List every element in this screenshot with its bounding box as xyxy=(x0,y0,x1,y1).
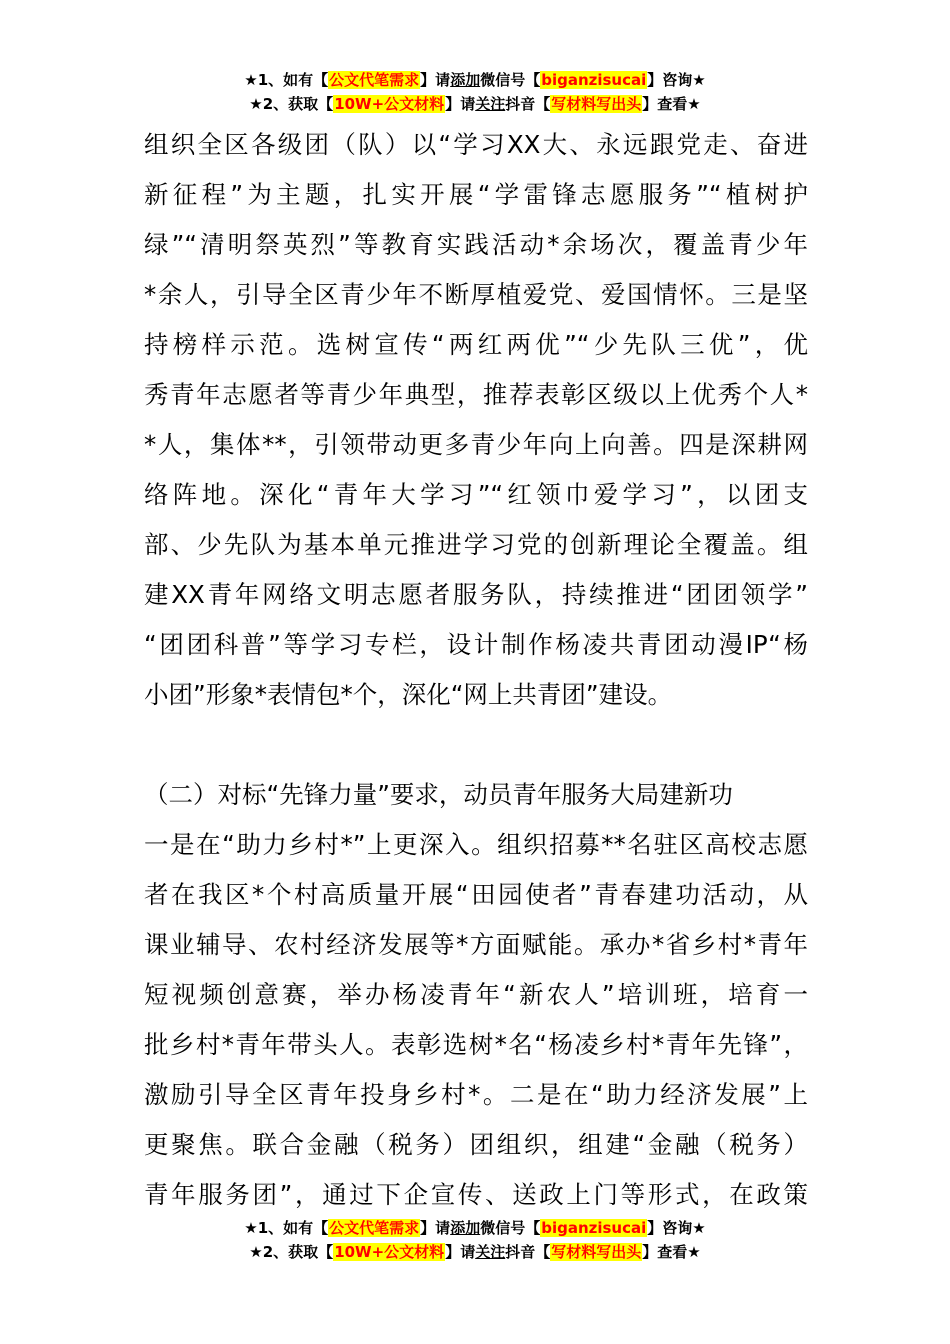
section-heading: （二）对标“先锋力量”要求，动员青年服务大局建新功 xyxy=(144,780,733,809)
banner-text: 微信号【 xyxy=(480,71,541,89)
banner-line-1 xyxy=(0,1216,950,1240)
highlight-wechat-id: biganzisucai xyxy=(541,1219,647,1237)
text-line: 短视频创意赛，举办杨凌青年“新农人”培训班，培育一 xyxy=(144,980,808,1009)
text-line: 更聚焦。联合金融（税务）团组织，组建“金融（税务） xyxy=(144,1130,808,1159)
banner-text: ★2、获取【 xyxy=(249,1243,334,1261)
banner-text: 抖音【 xyxy=(505,1243,551,1261)
banner-line-2 xyxy=(0,92,950,116)
highlight-wechat-id: biganzisucai xyxy=(541,71,647,89)
banner-text: 抖音【 xyxy=(505,95,551,113)
footer-banner xyxy=(0,1216,950,1264)
banner-text: ★1、如有【 xyxy=(244,1219,329,1237)
text-line: 绿”“清明祭英烈”等教育实践活动*余场次，覆盖青少年 xyxy=(144,230,808,259)
text-line: “团团科普”等学习专栏，设计制作杨凌共青团动漫IP“杨 xyxy=(144,630,808,659)
underlined-text: 关注 xyxy=(475,1243,506,1261)
underlined-text: 添加 xyxy=(450,1219,481,1237)
highlight-douyin: 写材料写出头 xyxy=(551,95,642,113)
banner-line-1 xyxy=(0,68,950,92)
highlight-douyin: 写材料写出头 xyxy=(551,1243,642,1261)
text-line: 课业辅导、农村经济发展等*方面赋能。承办*省乡村*青年 xyxy=(144,930,808,959)
banner-line-2 xyxy=(0,1240,950,1264)
underlined-text: 添加 xyxy=(450,71,481,89)
banner-text: 】咨询★ xyxy=(647,71,706,89)
text-line: 新征程”为主题，扎实开展“学雷锋志愿服务”“植树护 xyxy=(144,180,808,209)
banner-text: 】咨询★ xyxy=(647,1219,706,1237)
document-body xyxy=(144,120,808,1220)
banner-text: 】请 xyxy=(445,95,476,113)
banner-text: ★1、如有【 xyxy=(244,71,329,89)
banner-text: 微信号【 xyxy=(480,1219,541,1237)
text-line: 络阵地。深化“青年大学习”“红领巾爱学习”，以团支 xyxy=(144,480,808,509)
paragraph-1 xyxy=(144,120,808,720)
highlight-service: 公文代笔需求 xyxy=(329,71,420,89)
text-line: 青年服务团”，通过下企宣传、送政上门等形式，在政策 xyxy=(144,1180,808,1209)
text-line: 组织全区各级团（队）以“学习XX大、永远跟党走、奋进 xyxy=(144,130,808,159)
text-line: 持榜样示范。选树宣传“两红两优”“少先队三优”，优 xyxy=(144,330,808,359)
banner-text: 】查看★ xyxy=(642,1243,701,1261)
text-line: 者在我区*个村高质量开展“田园使者”青春建功活动，从 xyxy=(144,880,808,909)
text-line: 部、少先队为基本单元推进学习党的创新理论全覆盖。组 xyxy=(144,530,808,559)
text-line: 激励引导全区青年投身乡村*。二是在“助力经济发展”上 xyxy=(144,1080,808,1109)
banner-text: 】查看★ xyxy=(642,95,701,113)
header-banner xyxy=(0,68,950,116)
banner-text: 】请 xyxy=(445,1243,476,1261)
underlined-text: 关注 xyxy=(475,95,506,113)
highlight-service: 公文代笔需求 xyxy=(329,1219,420,1237)
highlight-materials: 10W+公文材料 xyxy=(334,1243,445,1261)
text-line: 批乡村*青年带头人。表彰选树*名“杨凌乡村*青年先锋”， xyxy=(144,1030,808,1059)
text-line: 建XX青年网络文明志愿者服务队，持续推进“团团领学” xyxy=(144,580,808,609)
highlight-materials: 10W+公文材料 xyxy=(334,95,445,113)
banner-text: ★2、获取【 xyxy=(249,95,334,113)
paragraph-2 xyxy=(144,770,808,1220)
text-line: *人，集体**，引领带动更多青少年向上向善。四是深耕网 xyxy=(144,430,808,459)
text-line: 秀青年志愿者等青少年典型，推荐表彰区级以上优秀个人* xyxy=(144,380,808,409)
banner-text: 】请 xyxy=(420,1219,451,1237)
text-line: 小团”形象*表情包*个，深化“网上共青团”建设。 xyxy=(144,680,673,709)
banner-text: 】请 xyxy=(420,71,451,89)
text-line: 一是在“助力乡村*”上更深入。组织招募**名驻区高校志愿 xyxy=(144,830,808,859)
text-line: *余人，引导全区青少年不断厚植爱党、爱国情怀。三是坚 xyxy=(144,280,808,309)
